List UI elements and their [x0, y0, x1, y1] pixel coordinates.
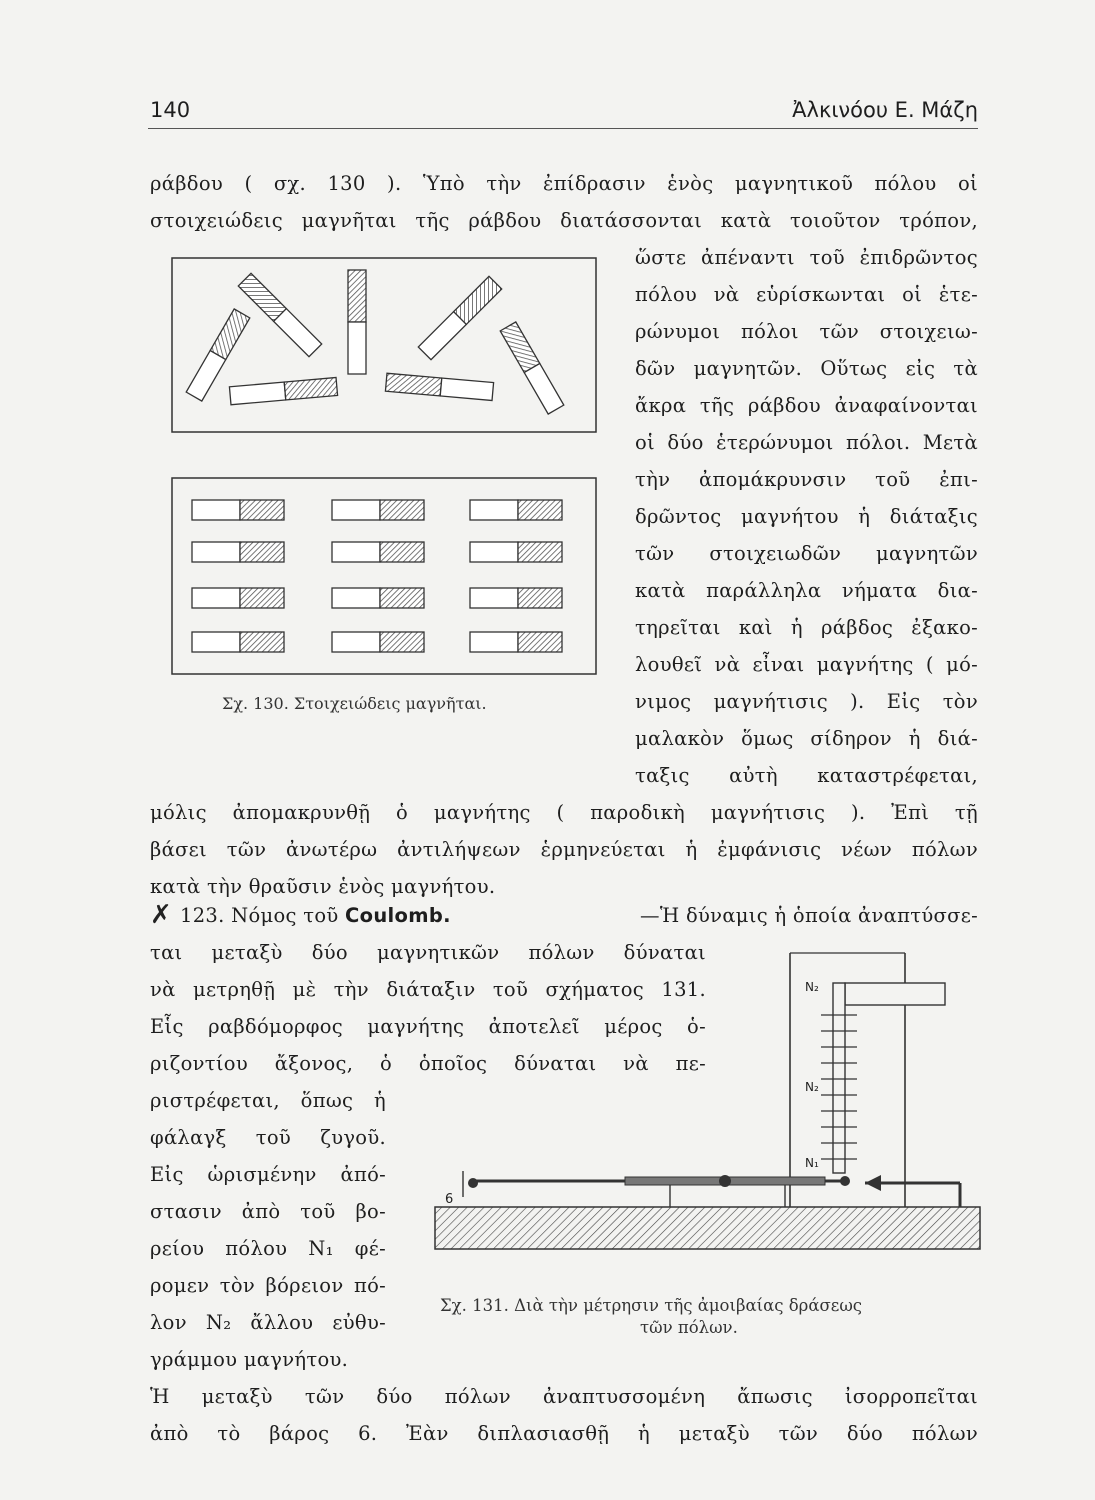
text-line: λον N₂ ἄλλου εὐθυ-: [150, 1311, 386, 1334]
text-line: τῶν στοιχειωδῶν μαγνητῶν: [635, 542, 978, 565]
text-line: ται μεταξὺ δύο μαγνητικῶν πόλων δύναται: [150, 941, 706, 964]
text-line: —Ἡ δύναμις ἡ ὁποία ἀναπτύσσε-: [640, 904, 978, 927]
text-line: λουθεῖ νὰ εἶναι μαγνήτης ( μό-: [635, 653, 978, 676]
text-line: ρείου πόλου N₁ φέ-: [150, 1237, 386, 1260]
text-line: Ἡ μεταξὺ τῶν δύο πόλων ἀναπτυσσομένη ἄπωσις ἰσορροπεῖται: [150, 1385, 978, 1408]
section-title-name: Coulomb.: [345, 904, 451, 927]
figure-131-caption-line1: Σχ. 131. Διὰ τὴν μέτρησιν τῆς ἀμοιβαίας δράσεως: [440, 1296, 863, 1315]
figure-131-diagram: [425, 935, 985, 1285]
running-title: Ἀλκινόου Ε. Μάζη: [792, 98, 978, 122]
text-line: τὴν ἀπομάκρυνσιν τοῦ ἐπι-: [635, 468, 978, 491]
text-line: Εἰς ὡρισμένην ἀπό-: [150, 1163, 386, 1186]
text-line: ἄκρα τῆς ράβδου ἀναφαίνονται: [635, 394, 978, 417]
text-line: ρομεν τὸν βόρειον πό-: [150, 1274, 386, 1297]
text-line: ὥστε ἀπέναντι τοῦ ἐπιδρῶντος: [635, 246, 978, 269]
text-line: τηρεῖται καὶ ἡ ράβδος ἐξακο-: [635, 616, 978, 639]
figure-130-caption: Σχ. 130. Στοιχειώδεις μαγνῆται.: [222, 694, 487, 713]
text-line: γράμμου μαγνήτου.: [150, 1348, 349, 1371]
label-n1: N₁: [805, 1156, 819, 1170]
text-line: ἀπὸ τὸ βάρος 6. Ἐὰν διπλασιασθῇ ἡ μεταξὺ τῶν δύο πόλων: [150, 1422, 978, 1445]
text-line: ριστρέφεται, ὅπως ἡ: [150, 1089, 386, 1112]
text-line: ταξις αὐτὴ καταστρέφεται,: [635, 764, 978, 787]
text-line: νὰ μετρηθῇ μὲ τὴν διάταξιν τοῦ σχήματος 131.: [150, 978, 706, 1001]
header-rule: [148, 128, 978, 129]
text-line: στασιν ἀπὸ τοῦ βο-: [150, 1200, 386, 1223]
text-line: Εἷς ραβδόμορφος μαγνήτης ἀποτελεῖ μέρος ὁ-: [150, 1015, 706, 1038]
text-line: ρώνυμοι πόλοι τῶν στοιχειω-: [635, 320, 978, 343]
text-line: μόλις ἀπομακρυνθῇ ὁ μαγνήτης ( παροδικὴ μαγνήτισις ). Ἐπὶ τῇ: [150, 801, 978, 824]
margin-mark-icon: ✗: [150, 900, 172, 930]
text-line: μαλακὸν ὅμως σίδηρον ἡ διά-: [635, 727, 978, 750]
section-number: 123.: [180, 904, 225, 927]
text-line: νιμος μαγνήτισις ). Εἰς τὸν: [635, 690, 978, 713]
label-weight: 6: [445, 1192, 454, 1207]
section-title: Νόμος τοῦ: [231, 904, 339, 927]
section-heading: [180, 904, 451, 927]
text-line: δρῶντος μαγνήτου ἡ διάταξις: [635, 505, 978, 528]
figure-130-diagram: [160, 250, 610, 680]
page-number: 140: [150, 98, 191, 122]
section-heading-line: [180, 904, 978, 927]
text-line: στοιχειώδεις μαγνῆται τῆς ράβδου διατάσσονται κατὰ τοιοῦτον τρόπον,: [150, 209, 978, 232]
text-line: ριζοντίου ἄξονος, ὁ ὁποῖος δύναται νὰ πε-: [150, 1052, 706, 1075]
text-line: κατὰ τὴν θραῦσιν ἑνὸς μαγνήτου.: [150, 875, 496, 898]
text-line: βάσει τῶν ἀνωτέρω ἀντιλήψεων ἑρμηνεύεται ἡ ἐμφάνισις νέων πόλων: [150, 838, 978, 861]
label-n2-top: N₂: [805, 980, 819, 994]
label-n2-mid: N₂: [805, 1080, 819, 1094]
text-line: δῶν μαγνητῶν. Οὕτως εἰς τὰ: [635, 357, 978, 380]
text-line: ράβδου ( σχ. 130 ). Ὑπὸ τὴν ἐπίδρασιν ἑνὸς μαγνητικοῦ πόλου οἱ: [150, 172, 978, 195]
text-line: φάλαγξ τοῦ ζυγοῦ.: [150, 1126, 386, 1149]
text-line: πόλου νὰ εὑρίσκωνται οἱ ἑτε-: [635, 283, 978, 306]
figure-131-caption-line2: τῶν πόλων.: [640, 1318, 738, 1337]
text-line: κατὰ παράλληλα νήματα δια-: [635, 579, 978, 602]
text-line: οἱ δύο ἑτερώνυμοι πόλοι. Μετὰ: [635, 431, 978, 454]
